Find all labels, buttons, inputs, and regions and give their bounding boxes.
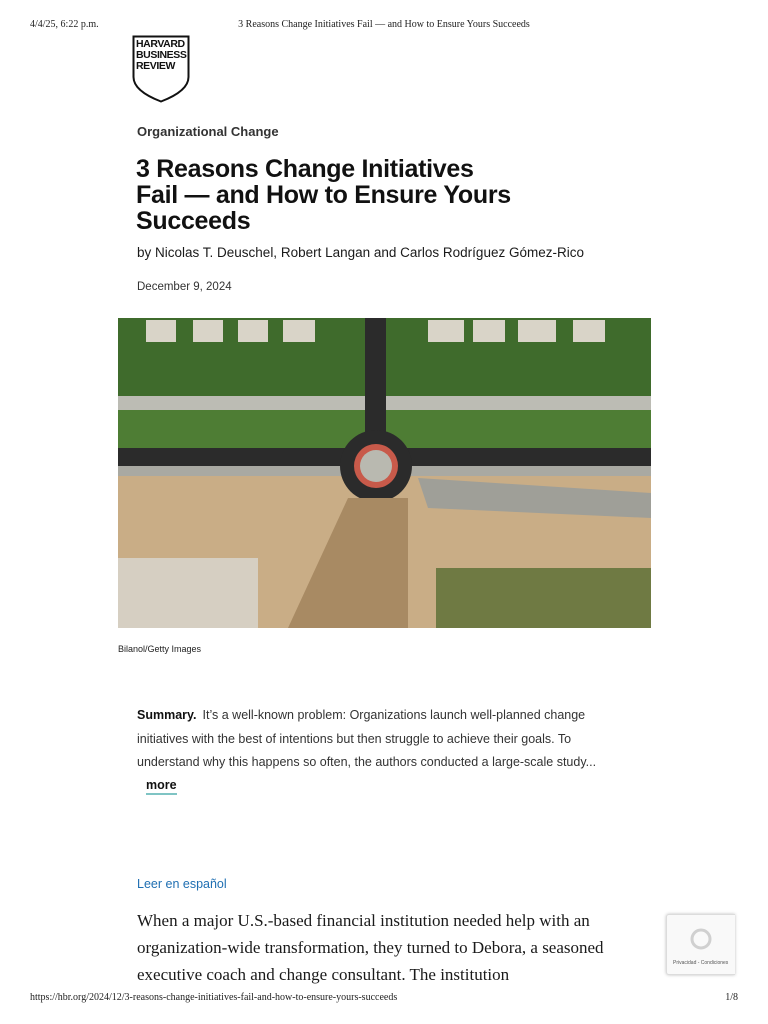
recaptcha-icon [689,927,713,951]
logo-wordmark [136,39,186,72]
article-summary [137,704,632,775]
summary-text: It’s a well-known problem: Organizations launch well-planned change initiatives with the best of intentions but then struggle to achieve their goals. To understand why this happens so often, the authors conducted a large-scale study... [137,708,597,769]
print-datetime: 4/4/25, 6:22 p.m. [30,19,99,30]
print-url: https://hbr.org/2024/12/3-reasons-change-initiatives-fail-and-how-to-ensure-yours-succeeds [30,992,398,1003]
hero-image [118,318,651,628]
hbr-logo[interactable] [132,35,190,103]
topic-link[interactable]: Organizational Change [137,124,279,139]
logo-line: REVIEW [136,60,176,72]
spanish-version-link[interactable]: Leer en español [137,877,227,891]
print-header [0,19,768,33]
article-title: 3 Reasons Change Initiatives Fail — and How to Ensure Yours Succeeds [136,155,511,235]
print-page-number: 1/8 [725,992,738,1003]
logo-line: BUSINESS [136,49,187,61]
print-footer [0,992,768,1006]
summary-label: Summary. [137,708,197,722]
recaptcha-privacy-terms[interactable]: Privacidad - Condiciones [673,960,729,966]
recaptcha-badge[interactable] [666,914,735,975]
logo-line: HARVARD [136,38,185,50]
summary-more-link[interactable]: more [146,778,177,795]
article-byline: by Nicolas T. Deuschel, Robert Langan and Carlos Rodríguez Gómez-Rico [137,245,584,260]
aerial-roundabout-image [118,318,651,628]
image-credit: Bilanol/Getty Images [118,644,202,654]
article-body-paragraph: When a major U.S.-based financial institution needed help with an organization-wide transformation, they turned to Debora, a seasoned executive coach and change consultant. The institution [137,911,604,984]
print-page-title: 3 Reasons Change Initiatives Fail — and How to Ensure Yours Succeeds [238,19,530,30]
article-date: December 9, 2024 [137,281,232,293]
